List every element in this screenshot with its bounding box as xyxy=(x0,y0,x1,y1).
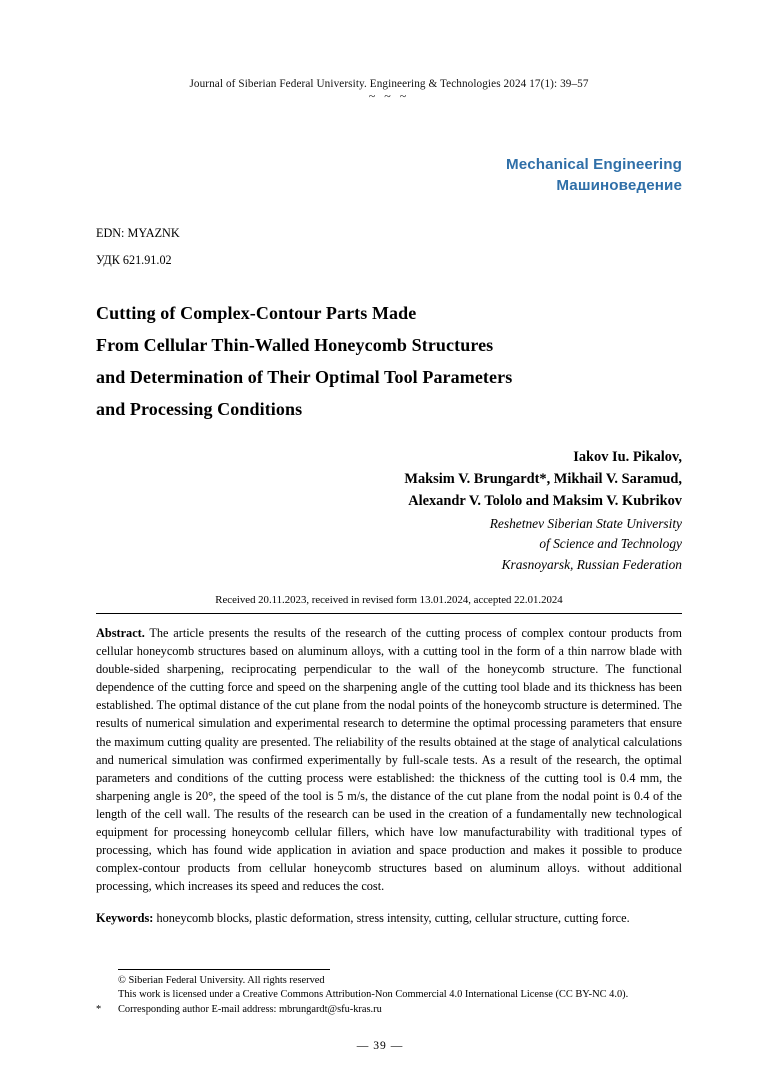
affiliation-line-3: Krasnoyarsk, Russian Federation xyxy=(501,556,682,572)
copyright-line: © Siberian Federal University. All rights reserved xyxy=(118,974,325,986)
edn-identifier: EDN: MYAZNK xyxy=(96,226,180,241)
license-line: This work is licensed under a Creative Commons Attribution-Non Commercial 4.0 International License (CC BY-NC 4.0). xyxy=(118,989,629,1001)
title-line-1: Cutting of Complex-Contour Parts Made xyxy=(96,303,417,324)
section-heading-ru: Машиноведение xyxy=(556,176,682,194)
page-number: — 39 — xyxy=(356,1039,404,1052)
affiliation xyxy=(96,514,682,575)
author-line-3: Alexandr V. Tololo and Maksim V. Kubrikov xyxy=(408,493,682,510)
keywords-text: honeycomb blocks, plastic deformation, stress intensity, cutting, cellular structure, cutting force. xyxy=(153,911,630,926)
footnote-star: * xyxy=(96,1004,102,1016)
section-heading-en: Mechanical Engineering xyxy=(505,156,682,174)
section-heading xyxy=(96,155,682,196)
corresponding-author-line xyxy=(96,1003,682,1018)
abstract-block xyxy=(96,624,682,895)
title-line-3: and Determination of Their Optimal Tool Parameters xyxy=(96,367,513,388)
abstract-divider xyxy=(96,613,682,614)
title-line-4: and Processing Conditions xyxy=(96,399,303,420)
page-footer xyxy=(96,969,682,1018)
tilde-divider: ~ ~ ~ xyxy=(368,89,410,103)
keywords-label: Keywords: xyxy=(96,911,154,926)
abstract-label: Abstract. xyxy=(96,626,145,641)
title-line-2: From Cellular Thin-Walled Honeycomb Structures xyxy=(96,335,494,356)
affiliation-line-2: of Science and Technology xyxy=(539,536,682,552)
author-list xyxy=(96,447,682,513)
author-line-1: Iakov Iu. Pikalov, xyxy=(573,449,682,466)
footer-divider xyxy=(118,969,330,970)
corresponding-author-text: Corresponding author E-mail address: mbrungardt@sfu-kras.ru xyxy=(118,1004,382,1016)
abstract-text: The article presents the results of the research of the cutting process of complex contour products from cellular honeycomb structures based on aluminum alloys, with a cutting tool in the form of a thin narrow blade with double-sided sharpening, reciprocating perpendicular to the wall of the honeycomb structure. The functional dependence of the cutting force and speed on the sharpening angle of the cutting tool blade and its thickness has been established. The optimal distance of the cut plane from the nodal points of the honeycomb structure is determined. The results of numerical simulation and experimental research to determine the optimal processing parameters that ensure the maximum cutting quality are presented. The reliability of the results obtained at the stage of analytical calculations and numerical simulation was confirmed experimentally by full-scale tests. As a result of the research, the optimal parameters and conditions of the cutting process were established: the thickness of the cutting tool is 0.4 mm, the sharpening angle is 20°, the speed of the tool is 5 m/s, the distance of the cut plane from the nodal point is 0.4 of the length of the cell wall. The results of the research can be used in the creation of a fundamentally new technological equipment for processing honeycomb cellular fillers, which have low manufacturability with traditional types of processing, which has found wide application in aviation and space production and makes it possible to produce complex-contour products from cellular honeycomb structures based on aluminum alloys. without additional processing, which increases its speed and reduces the cost. xyxy=(96,626,682,894)
keywords-block xyxy=(96,909,682,927)
udk-identifier: УДК 621.91.02 xyxy=(96,253,172,268)
author-line-2: Maksim V. Brungardt*, Mikhail V. Saramud, xyxy=(404,471,682,488)
page-title xyxy=(96,297,682,425)
submission-dates: Received 20.11.2023, received in revised form 13.01.2024, accepted 22.01.2024 xyxy=(215,594,563,607)
journal-running-head: Journal of Siberian Federal University. Engineering & Technologies 2024 17(1): 39–57 xyxy=(189,78,589,90)
affiliation-line-1: Reshetnev Siberian State University xyxy=(489,516,682,532)
